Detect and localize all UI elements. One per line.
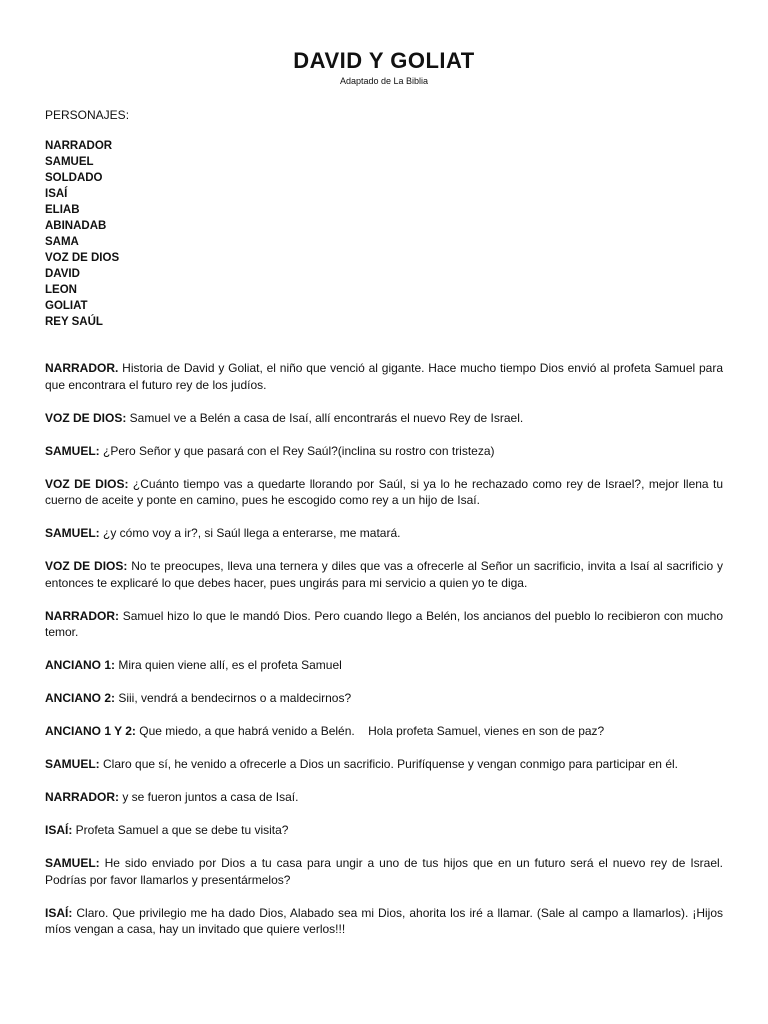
dialogue-text: He sido enviado por Dios a tu casa para ungir a uno de tus hijos que en un futuro será el nuevo rey de Israel. Podrías por favor llamarlos y presentármelos?: [45, 856, 723, 887]
dialogue-text: Historia de David y Goliat, el niño que venció al gigante. Hace mucho tiempo Dios envió al profeta Samuel para que encontrara el futuro rey de los judíos.: [45, 361, 723, 392]
dialogue-line: [45, 905, 723, 938]
dialogue-line: [45, 558, 723, 591]
dialogue-text: Mira quien viene allí, es el profeta Samuel: [115, 658, 342, 672]
dialogue-line: [45, 525, 723, 542]
character-item: ISAÍ: [45, 188, 68, 200]
characters-label: PERSONAJES:: [45, 108, 130, 122]
dialogue-line: [45, 657, 723, 674]
dialogue-text: ¿y cómo voy a ir?, si Saúl llega a enterarse, me matará.: [99, 526, 401, 540]
character-item: DAVID: [45, 268, 80, 280]
speaker-name: VOZ DE DIOS:: [45, 410, 127, 425]
dialogue-line: [45, 789, 723, 806]
character-item: REY SAÚL: [45, 316, 103, 328]
page-title: DAVID Y GOLIAT: [293, 48, 475, 73]
character-item: VOZ DE DIOS: [45, 252, 120, 264]
character-item: SOLDADO: [45, 172, 103, 184]
page-subtitle: Adaptado de La Biblia: [339, 76, 429, 86]
speaker-name: SAMUEL:: [45, 856, 100, 870]
dialogue-text: y se fueron juntos a casa de Isaí.: [119, 790, 299, 804]
dialogue-line: [45, 476, 723, 509]
character-item: ELIAB: [45, 204, 80, 216]
speaker-name: NARRADOR:: [45, 790, 119, 804]
dialogue-line: [45, 690, 723, 707]
dialogue-line: [45, 822, 723, 839]
speaker-name: ANCIANO 1:: [45, 658, 116, 672]
character-item: LEON: [45, 284, 77, 296]
dialogue-line: [45, 410, 723, 427]
dialogue-line: [45, 756, 723, 773]
dialogue-line: [45, 443, 723, 460]
dialogue-line: [45, 855, 723, 888]
speaker-name: ISAÍ:: [45, 823, 73, 837]
dialogue-text: Samuel ve a Belén a casa de Isaí, allí encontrarás el nuevo Rey de Israel.: [126, 410, 524, 425]
character-item: SAMA: [45, 236, 79, 248]
speaker-name: NARRADOR:: [45, 608, 119, 623]
dialogue-text: Que miedo, a que habrá venido a Belén. Hola profeta Samuel, vienes en son de paz?: [135, 724, 605, 738]
dialogue-text: ¿Cuánto tiempo vas a quedarte llorando por Saúl, si ya lo he rechazado como rey de Israel?, mejor llena tu cuerno de aceite y ponte en camino, pues he escogido como rey a un hijo de Isaí.: [45, 476, 724, 507]
script-body: [45, 360, 723, 954]
character-item: GOLIAT: [45, 300, 88, 312]
speaker-name: ANCIANO 1 Y 2:: [45, 724, 136, 738]
dialogue-text: Siii, vendrá a bendecirnos o a maldecirnos?: [115, 691, 352, 705]
dialogue-line: [45, 608, 723, 641]
character-item: SAMUEL: [45, 156, 94, 168]
speaker-name: SAMUEL:: [45, 526, 100, 540]
speaker-name: SAMUEL:: [45, 757, 100, 771]
character-item: ABINADAB: [45, 220, 107, 232]
dialogue-text: Profeta Samuel a que se debe tu visita?: [72, 823, 289, 837]
dialogue-text: Claro. Que privilegio me ha dado Dios, Alabado sea mi Dios, ahorita los iré a llamar. (Sale al campo a llamarlos). ¡Hijos míos vengan a casa, hay un invitado que quiere verlos!!!: [45, 905, 723, 936]
speaker-name: VOZ DE DIOS:: [45, 476, 129, 491]
dialogue-text: Claro que sí, he venido a ofrecerle a Dios un sacrificio. Purifíquense y vengan conmigo para participar en él.: [99, 757, 678, 771]
speaker-name: SAMUEL:: [45, 443, 100, 458]
speaker-name: ANCIANO 2:: [45, 691, 116, 705]
dialogue-text: No te preocupes, lleva una ternera y diles que vas a ofrecerle al Señor un sacrificio, invita a Isaí al sacrificio y entonces te explicaré lo que debes hacer, pues ungirás para mi servicio a quien yo te diga.: [45, 559, 723, 590]
dialogue-line: [45, 723, 723, 740]
speaker-name: ISAÍ:: [45, 905, 73, 920]
dialogue-text: ¿Pero Señor y que pasará con el Rey Saúl?(inclina su rostro con tristeza): [99, 443, 495, 458]
character-item: NARRADOR: [45, 140, 113, 152]
speaker-name: NARRADOR.: [45, 361, 119, 375]
dialogue-text: Samuel hizo lo que le mandó Dios. Pero cuando llego a Belén, los ancianos del pueblo lo recibieron con mucho temor.: [45, 608, 723, 639]
dialogue-line: [45, 360, 723, 393]
speaker-name: VOZ DE DIOS:: [45, 559, 128, 573]
characters-list: [45, 138, 119, 330]
